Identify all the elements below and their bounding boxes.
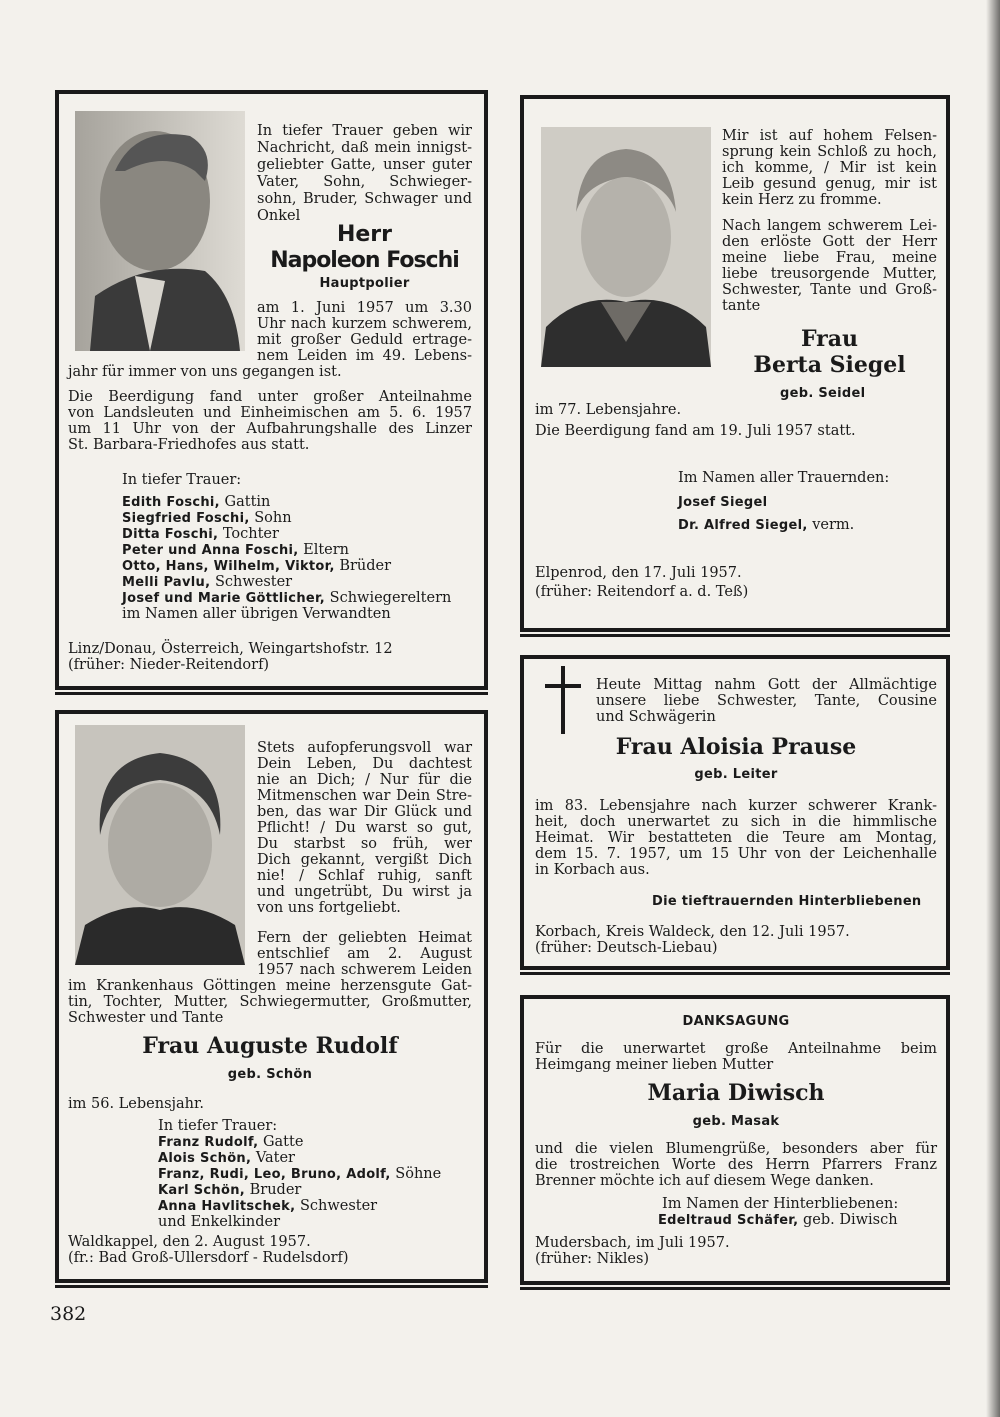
siegel-intro-line: Schwester, Tante und Groß- [722, 282, 937, 298]
foschi-intro-line: In tiefer Trauer geben wir [257, 123, 472, 139]
siegel-nee: geb. Seidel [780, 386, 866, 401]
rudolf-poem-line: Mitmenschen war Dein Stre- [257, 788, 472, 804]
rudolf-mourner: Franz, Rudi, Leo, Bruno, Adolf, Söhne [158, 1166, 442, 1182]
prause-intro-line: unsere liebe Schwester, Tante, Cousine [596, 693, 937, 709]
prause-details-line: heit, doch unerwartet zu sich in die himmlische [535, 814, 937, 830]
prause-intro-line: und Schwägerin [596, 709, 716, 725]
siegel-name: Berta Siegel [753, 352, 906, 378]
siegel-intro-line: meine liebe Frau, meine [722, 250, 937, 266]
diwisch-place: Mudersbach, im Juli 1957. [535, 1235, 730, 1251]
page-number: 382 [50, 1303, 87, 1325]
foschi-mourners-footer: im Namen aller übrigen Verwandten [122, 606, 391, 622]
prause-details-line: im 83. Lebensjahre nach kurzer schwerer Krank- [535, 798, 937, 814]
prause-place: Korbach, Kreis Waldeck, den 12. Juli 1957. [535, 924, 850, 940]
rudolf-intro-line: entschlief am 2. August [257, 946, 472, 962]
foschi-funeral-line: um 11 Uhr von der Aufbahrungshalle des Linzer [68, 421, 472, 437]
prause-details-line: in Korbach aus. [535, 862, 650, 878]
siegel-poem-line: kein Herz zu fromme. [722, 192, 882, 208]
rudolf-intro-line: tin, Tochter, Mutter, Schwiegermutter, Großmutter, [68, 994, 472, 1010]
portrait-foschi [75, 111, 245, 351]
rudolf-age: im 56. Lebensjahr. [68, 1096, 204, 1112]
foschi-details-line: nem Leiden im 49. Lebens- [257, 348, 472, 364]
foschi-mourner: Ditta Foschi, Tochter [122, 526, 279, 542]
rudolf-mourning-heading: In tiefer Trauer: [158, 1118, 278, 1134]
foschi-funeral-line: Die Beerdigung fand unter großer Anteilnahme [68, 389, 472, 405]
diwisch-nee: geb. Masak [692, 1114, 780, 1129]
rudolf-place: Waldkappel, den 2. August 1957. [68, 1234, 311, 1250]
rudolf-mourner: Karl Schön, Bruder [158, 1182, 302, 1198]
rudolf-mourner: Anna Havlitschek, Schwester [158, 1198, 378, 1214]
prause-intro-line: Heute Mittag nahm Gott der Allmächtige [596, 677, 937, 693]
foschi-details-line: am 1. Juni 1957 um 3.30 [257, 300, 472, 316]
siegel-intro-line: liebe treusorgende Mutter, [722, 266, 937, 282]
foschi-intro-line: Onkel [257, 208, 301, 224]
foschi-mourning-heading: In tiefer Trauer: [122, 472, 242, 488]
foschi-intro-line: Vater, Sohn, Schwieger- [257, 174, 472, 190]
siegel-poem-line: ich komme, / Mir ist kein [722, 160, 937, 176]
rudolf-poem-line: und ungetrübt, Du wirst ja [257, 884, 472, 900]
portrait-siegel [541, 127, 711, 367]
rudolf-former: (fr.: Bad Groß-Ullersdorf - Rudelsdorf) [68, 1250, 349, 1266]
foschi-details-line: Uhr nach kurzem schwerem, [257, 316, 472, 332]
rudolf-intro-line: Schwester und Tante [68, 1010, 224, 1026]
siegel-poem-line: sprung kein Schloß zu hoch, [722, 144, 937, 160]
rudolf-poem-line: von uns fortgeliebt. [257, 900, 401, 916]
siegel-funeral: Die Beerdigung fand am 19. Juli 1957 statt. [535, 423, 856, 439]
diwisch-name: Maria Diwisch [647, 1080, 825, 1106]
diwisch-signoff: Im Namen der Hinterbliebenen: [662, 1196, 899, 1212]
rudolf-intro-line: im Krankenhaus Göttingen meine herzensgute Gat- [68, 978, 472, 994]
foschi-mourner: Siegfried Foschi, Sohn [122, 510, 292, 526]
foschi-title: Hauptpolier [319, 276, 410, 291]
rudolf-nee: geb. Schön [227, 1067, 313, 1082]
siegel-age: im 77. Lebensjahre. [535, 402, 682, 418]
foschi-details-line: jahr für immer von uns gegangen ist. [68, 364, 342, 380]
rudolf-intro-line: Fern der geliebten Heimat [257, 930, 472, 946]
prause-name: Frau Aloisia Prause [615, 734, 857, 760]
foschi-details-line: mit großer Geduld ertrage- [257, 332, 472, 348]
diwisch-body-line: die trostreichen Worte des Herrn Pfarrers Franz [535, 1157, 937, 1173]
foschi-intro-line: sohn, Bruder, Schwager und [257, 191, 472, 207]
foschi-intro-line: Nachricht, daß mein innigst- [257, 140, 472, 156]
foschi-mourner: Melli Pavlu, Schwester [122, 574, 293, 590]
rudolf-poem-line: Du starbst so früh, wer [257, 836, 472, 852]
foschi-mourner: Peter und Anna Foschi, Eltern [122, 542, 350, 558]
rudolf-poem-line: Pflicht! / Du warst so gut, [257, 820, 472, 836]
rudolf-name: Frau Auguste Rudolf [142, 1033, 398, 1059]
foschi-salutation: Herr [336, 222, 393, 247]
rudolf-poem-line: nie an Dich; / Nur für die [257, 772, 472, 788]
rudolf-poem-line: Dein Leben, Du dachtest [257, 756, 472, 772]
foschi-intro-line: geliebter Gatte, unser guter [257, 157, 472, 173]
diwisch-signer: Edeltraud Schäfer, geb. Diwisch [658, 1212, 898, 1228]
siegel-poem-line: Mir ist auf hohem Felsen- [722, 128, 937, 144]
siegel-mourner: Josef Siegel [678, 495, 768, 510]
diwisch-body-line: und die vielen Blumengrüße, besonders aber für [535, 1141, 937, 1157]
foschi-mourner: Otto, Hans, Wilhelm, Viktor, Brüder [122, 558, 392, 574]
diwisch-former: (früher: Nikles) [535, 1251, 650, 1267]
cross-icon [543, 666, 583, 734]
siegel-intro-line: Nach langem schwerem Lei- [722, 218, 937, 234]
siegel-intro-line: den erlöste Gott der Herr [722, 234, 937, 250]
diwisch-intro-line: Für die unerwartet große Anteilnahme beim [535, 1041, 937, 1057]
rudolf-mourner: Franz Rudolf, Gatte [158, 1134, 304, 1150]
foschi-name: Napoleon Foschi [270, 248, 459, 273]
page-edge-shadow [986, 0, 1000, 1417]
diwisch-heading: DANKSAGUNG [682, 1014, 790, 1029]
rudolf-mourner: Alois Schön, Vater [158, 1150, 295, 1166]
prause-signature: Die tieftrauernden Hinterbliebenen [652, 894, 922, 909]
foschi-former: (früher: Nieder-Reitendorf) [68, 657, 270, 673]
foschi-mourner: Edith Foschi, Gattin [122, 494, 271, 510]
prause-details-line: dem 15. 7. 1957, um 15 Uhr von der Leichenhalle [535, 846, 937, 862]
diwisch-body-line: Brenner möchte ich auf diesem Wege danken. [535, 1173, 874, 1189]
siegel-intro-line: tante [722, 298, 761, 314]
siegel-mourning-heading: Im Namen aller Trauernden: [678, 470, 890, 486]
siegel-mourner: Dr. Alfred Siegel, verm. [678, 517, 855, 533]
foschi-address: Linz/Donau, Österreich, Weingartshofstr. 12 [68, 641, 393, 657]
siegel-salutation: Frau [800, 326, 859, 352]
portrait-rudolf [75, 725, 245, 965]
foschi-funeral-line: St. Barbara-Friedhofes aus statt. [68, 437, 310, 453]
siegel-former: (früher: Reitendorf a. d. Teß) [535, 584, 749, 600]
rudolf-mourners-footer: und Enkelkinder [158, 1214, 281, 1230]
diwisch-intro-line: Heimgang meiner lieben Mutter [535, 1057, 774, 1073]
rudolf-poem-line: nie! / Schlaf ruhig, sanft [257, 868, 472, 884]
rudolf-poem-line: ben, das war Dir Glück und [257, 804, 472, 820]
foschi-mourner: Josef und Marie Göttlicher, Schwiegereltern [122, 590, 452, 606]
prause-former: (früher: Deutsch-Liebau) [535, 940, 718, 956]
foschi-funeral-line: von Landsleuten und Einheimischen am 5. 6. 1957 [68, 405, 472, 421]
prause-details-line: Heimat. Wir bestatteten die Teure am Montag, [535, 830, 937, 846]
rudolf-intro-line: 1957 nach schwerem Leiden [257, 962, 472, 978]
rudolf-poem-line: Stets aufopferungsvoll war [257, 740, 472, 756]
siegel-place: Elpenrod, den 17. Juli 1957. [535, 565, 742, 581]
siegel-poem-line: Leib gesund genug, mir ist [722, 176, 937, 192]
rudolf-poem-line: Dich gekannt, vergißt Dich [257, 852, 472, 868]
prause-nee: geb. Leiter [694, 767, 778, 782]
